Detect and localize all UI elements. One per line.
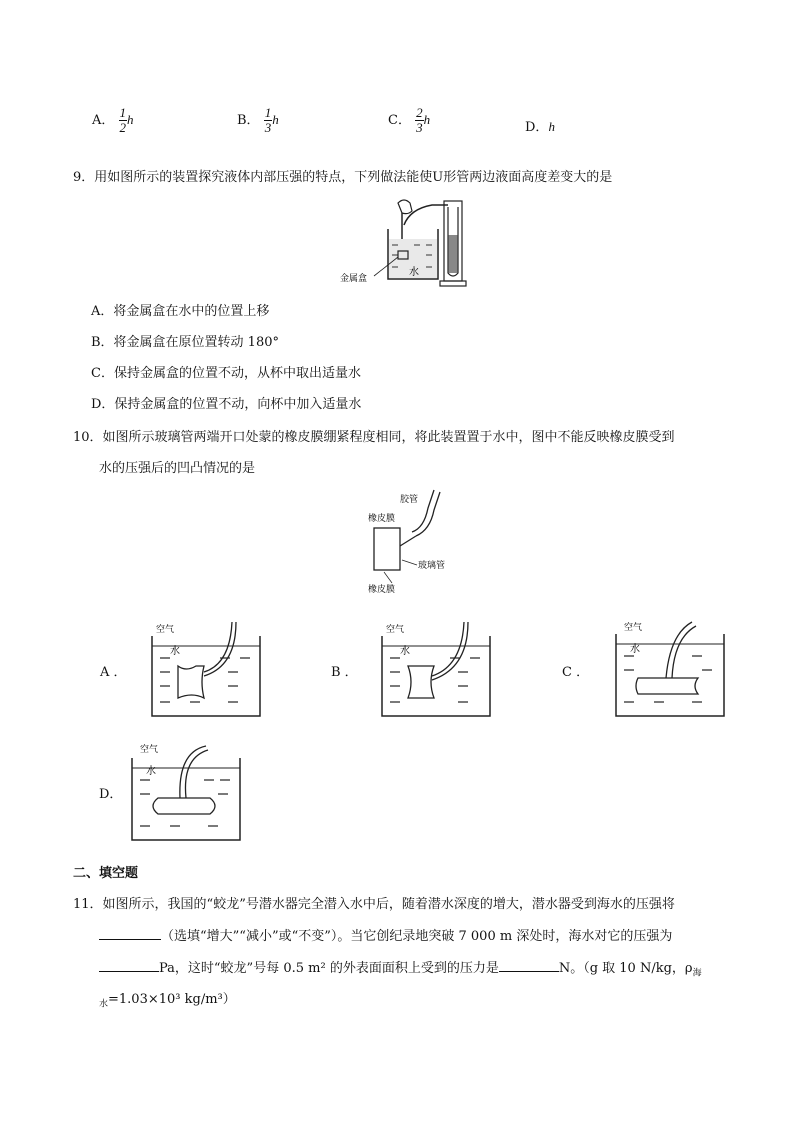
q11-line3-text-b: N。（g 取 10 N/kg，ρ <box>558 961 693 976</box>
fraction <box>119 106 128 135</box>
option-label: D． <box>525 120 549 135</box>
q10-apparatus-figure <box>362 488 472 600</box>
q11-line1: 11．如图所示，我国的“蛟龙”号潜水器完全潜入水中后，随着潜水深度的增大，潜水器受到海水的压强将 <box>73 897 675 912</box>
option-label: C． <box>388 113 411 128</box>
variable: h <box>127 112 134 127</box>
denominator: 2 <box>119 120 127 135</box>
fraction <box>415 106 424 135</box>
q10-option-b-figure <box>378 620 494 720</box>
q9-option-d: D．保持金属盒的位置不动，向杯中加入适量水 <box>91 397 362 412</box>
membrane-top-label: 橡皮膜 <box>368 514 396 524</box>
glass-tube-label: 玻璃管 <box>418 561 446 571</box>
q10-option-d-figure <box>128 738 244 844</box>
q11-line2 <box>99 925 672 944</box>
answer-blank[interactable] <box>99 927 161 940</box>
air-label: 空气 <box>386 625 405 635</box>
q9-option-a: A．将金属盒在水中的位置上移 <box>91 304 270 319</box>
q10-option-c-figure <box>612 614 728 720</box>
numerator: 1 <box>119 105 127 120</box>
variable: h <box>548 119 555 134</box>
option-label: B． <box>237 113 260 128</box>
air-label: 空气 <box>140 745 159 755</box>
q8-option-b <box>237 106 279 135</box>
q9-option-b: B．将金属盒在原位置转动 180° <box>91 335 279 350</box>
subscript-water: 水 <box>99 999 109 1010</box>
water-label: 水 <box>170 646 180 657</box>
q10-option-c-label: C ． <box>562 665 590 680</box>
q9-option-c: C．保持金属盒的位置不动，从杯中取出适量水 <box>91 366 361 381</box>
q10-option-d-label: D． <box>99 787 123 802</box>
subscript-sea: 海 <box>692 968 702 979</box>
variable: h <box>423 112 431 127</box>
tube-label: 胶管 <box>400 495 419 505</box>
metal-box-label: 金属盒 <box>340 274 368 284</box>
denominator: 3 <box>416 120 423 135</box>
denominator: 3 <box>264 120 272 135</box>
q8-option-d <box>525 116 555 135</box>
numerator: 1 <box>264 105 272 120</box>
fraction <box>264 106 273 135</box>
q11-line4-text: =1.03×10³ kg/m³） <box>108 992 236 1007</box>
section-title: 二、填空题 <box>73 866 139 881</box>
q11-line2-text: （选填“增大”“减小”或“不变”）。当它创纪录地突破 7 000 m 深处时，海水对它的压强为 <box>161 929 673 944</box>
q8-option-c <box>388 106 430 135</box>
answer-blank[interactable] <box>99 959 159 972</box>
q10-option-b-label: B ． <box>331 665 358 680</box>
q8-option-a <box>92 106 134 135</box>
q10-stem-line1: 10．如图所示玻璃管两端开口处蒙的橡皮膜绷紧程度相同，将此装置置于水中，图中不能反映橡皮膜受到 <box>73 430 675 445</box>
water-label: 水 <box>400 646 410 657</box>
answer-blank[interactable] <box>499 959 559 972</box>
q10-stem-line2: 水的压强后的凹凸情况的是 <box>99 461 256 476</box>
numerator: 2 <box>416 105 423 120</box>
air-label: 空气 <box>156 625 175 635</box>
water-label: 水 <box>409 267 419 278</box>
air-label: 空气 <box>624 623 643 633</box>
water-label: 水 <box>146 766 156 777</box>
q11-line3 <box>99 957 702 979</box>
q10-option-a-label: A ． <box>100 665 127 680</box>
q9-stem: 9．用如图所示的装置探究液体内部压强的特点，下列做法能使U形管两边液面高度差变大的是 <box>73 170 613 185</box>
q9-figure <box>340 195 470 287</box>
q11-line3-text-a: Pa，这时“蛟龙”号每 0.5 m² 的外表面面积上受到的压力是 <box>159 961 499 976</box>
variable: h <box>272 112 279 127</box>
water-label: 水 <box>630 644 640 655</box>
option-label: A． <box>92 113 115 128</box>
membrane-bottom-label: 橡皮膜 <box>368 585 396 595</box>
q10-option-a-figure <box>148 620 264 720</box>
q11-line4 <box>99 988 236 1010</box>
